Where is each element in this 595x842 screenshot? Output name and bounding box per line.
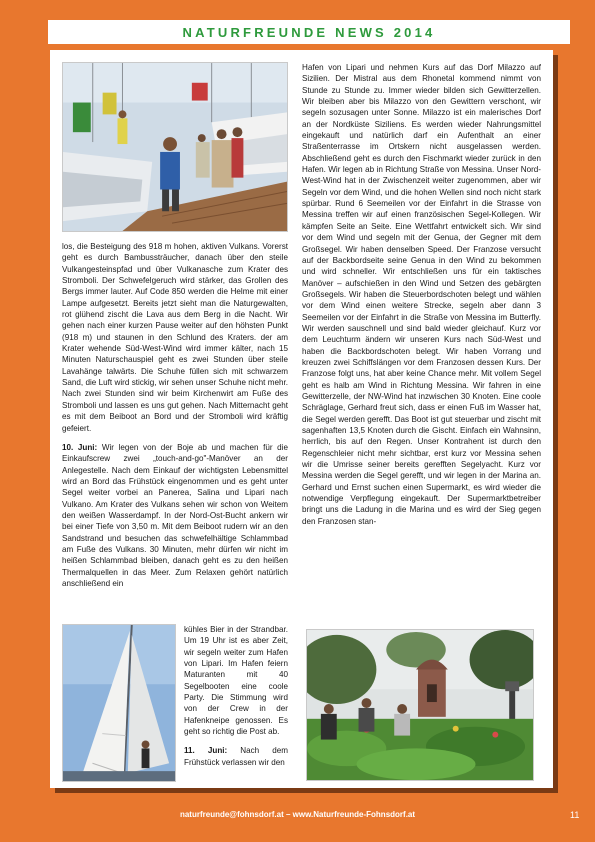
date-heading-11-june: 11. Juni: — [184, 746, 228, 756]
page-title: NATURFREUNDE NEWS 2014 — [182, 24, 436, 40]
harbor-photo — [62, 62, 288, 232]
left-paragraph-2-continued: kühles Bier in der Strandbar. Um 19 Uhr ist es aber Zeit, wir segeln weiter zum Hafen von Lipari. Im Hafen feiern Maturanten mit 40 Segelbooten eine coole Party. Die Stimmung wird von der Crew in der Hafenkneipe genossen. Es geht so richtig die Post ab. — [184, 625, 288, 737]
left-paragraph-3 — [184, 745, 288, 768]
left-column-text-continued — [184, 624, 288, 784]
left-paragraph-2-body: Wir legen von der Boje ab und machen für die Einkaufscrew zwei „touch-and-go"-Manöver an der Anlegestelle. Nach dem Einkauf der wichtigsten Lebensmittel wird an Bord das Frühstück eingenommen und es geht unter Segel weiter vorbei an Panerea, Salina und Lipari nach Vulkano. Am Krater des Vulkans sehen wir schon von Weitem den weißen Wasserdampf. In der Nord-Ost-Bucht ankern wir bei einer Tiefe von 3,50 m. Mit dem Beiboot rudern wir an den Sandstrand und besuchen das schwefelhältige Schlammbad am Fuße des Vulkans. 30 Minuten, mehr dürfen wir nicht im heißen Schlammbad bleiben, danach geht es zu den heißen Thermalquellen in das Meer. Zum Relaxen gehört natürlich anschließend ein — [62, 442, 288, 588]
left-paragraph-2 — [62, 442, 288, 589]
left-paragraph-3-body: Nach dem Frühstück verlassen wir den — [184, 746, 288, 767]
right-column-text — [302, 62, 541, 624]
right-paragraph-1: Hafen von Lipari und nehmen Kurs auf das Dorf Milazzo auf Sizilien. Der Mistral aus dem Rhonetal kommend nimmt von Stunde zu Stunde zu. Immer wieder bilden sich Gewitterzellen. Wir bleiben aber bis Milazzo von den Gewittern verschont, wir segeln sozusagen unter Sonne. Milazzo ist ein malerisches Dorf an der Nordküste Siziliens. Es werden wieder Nahrungsmittel eingekauft und natürlich darf ein Aufenthalt an einer Straßenterrasse im Ortskern nicht ausgelassen werden. Abschließend geht es durch den Fischmarkt wieder zurück in den Hafen. Wir legen ab in Richtung Straße von Messina. Unser Nord-West-Wind hat in der Zwischenzeit weiter zugenommen, aber wir Segeln vor dem Wind, und die hohen Wellen sind noch nicht stark spürbar. Rund 6 Seemeilen vor der Einfahrt in die Strasse von Messina treffen wir auf einen französischen Segel-Kollegen. Wir kämpfen Seite an Seite. Eine Wettfahrt entwickelt sich. Wir sind vor dem Wind und segeln mit der Genua, der Gegner mit dem Großsegel. Wir haben denselben Speed. Der Franzose versucht auf der Backbordseite seine Genua in den Wind zu bekommen und wird schneller. Wir entschließen uns für ein taktisches Manöver – aufschießen in den Wind und Setzen des gebärgten Großsegels. Wir haben die Steuerbordschoten belegt und wählen vor dem Wind einen weitere Strecke, segeln aber dann 3 Seemeilen vor der Einfahrt in die Straße von Messina im Butterfly. Wir werden sauschnell und sind bald wieder gleichauf. Kurz vor dem Leuchturm ändern wir unseren Kurs nach Süd-West und haben die Backbordschoten belegt. Wir haben Vorrang und kreuzen zwei Schiffslängen vor dem Franzosen dessen Kurs. Der Franzose folgt uns, hat aber keine Chance mehr. Mit vollem Segel geht es halb am Wind in Richtung Messina. Wir fahren in eine Gewitterzelle, der NW-Wind hat inzwischen 30 Knoten. Eine coole Schräglage, Gerhard freut sich, dass er einen Fuß im Wasser hat, die Segel werden gerefft. Das Boot ist gut steuerbar und zischt mit sagenhaften 13,5 Knoten durch die Gischt. Einfach ein Wahnsinn, herrlich, bis auf den Regen. Unser Kontrahent ist durch den Regenschleier nicht mehr sichtbar, erst kurz vor Messina sehen wir die Umrisse seiner bereits gerefften Segelyacht. Kurz vor Messina werden die Segel gerefft, und wir legen in der Marina an. Gerhard und Ernst suchen einen Supermarkt, es wird wieder die notwendige Verpflegung eingekauft. Der Supermarktbetreiber bringt uns die Ladung in die Marina und es wird der Sieg gegen den Franzosen stan- — [302, 63, 541, 526]
footer-contact: naturfreunde@fohnsdorf.at – www.Naturfreunde-Fohnsdorf.at — [179, 810, 416, 819]
left-column-text — [62, 241, 288, 623]
header-bar — [48, 20, 570, 44]
left-paragraph-1: los, die Besteigung des 918 m hohen, aktiven Vulkans. Vorerst geht es durch Bambussträucher, danach über den steile Vulkangesteinspfad und über Vulkanasche zum Krater des Stromboli. Der Schwefelgeruch wird stärker, das Grollen des Bergs immer lauter. Auf Code 850 werden die Helme mit einer Lampe aufgesetzt. Bereits jetzt sieht man die Naturgewalten, rot glühend zischt die Lava aus dem Berg in die Nacht. Wir gehen nach einer kurzen Pause weiter auf den höhsten Punkt (918 m) und staunen in den Schlund des Kraters. der am Krater wehende Süd-West-Wind wird immer kälter, nach 15 Minuten Naturschauspiel geht es zwei Stunden über steile Lavahänge talwärts. Die Schuhe füllen sich mit schwarzem Sand, die Luft wird stickig, wir sehen unser Schuhe nicht mehr. Nach zwei Stunden sind wir beim Kirchenwirt am Fuße des Stromboli und lassen es uns gut gehen. Nach Mitternacht geht es mit dem Beiboot an Bord und der Stromboli wird kräftig gefeiert. — [62, 242, 288, 433]
date-heading-10-june: 10. Juni: — [62, 442, 98, 452]
garden-photo — [306, 629, 534, 781]
page-sheet — [50, 50, 553, 788]
page-number: 11 — [570, 810, 580, 820]
sail-photo — [62, 624, 176, 782]
